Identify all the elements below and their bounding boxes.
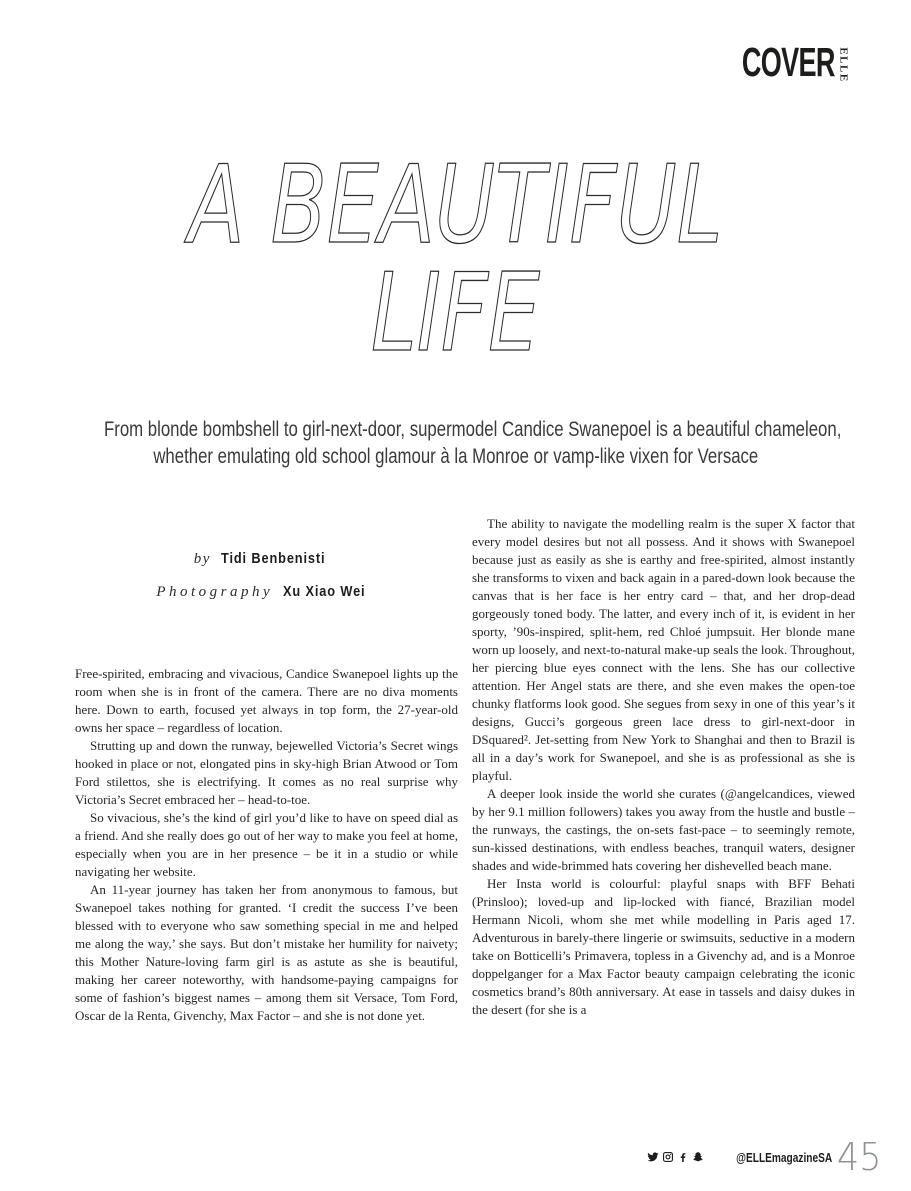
photography-label: Photography: [156, 584, 274, 600]
paragraph: An 11-year journey has taken her from anonymous to famous, but Swanepoel takes nothing for granted. ‘I credit the success I’ve been blessed with to everyone who saw something special in me and helped me along the way,’ she says. But don’t mistake her humility for naivety; this Mother Nature-loving farm girl is as astute as she is beautiful, making her career noteworthy, with handsome-paying campaigns for some of fashion’s biggest names – among them sit Versace, Tom Ford, Oscar de la Renta, Givenchy, Max Factor – and she is not done yet.: [75, 882, 458, 1023]
cover-section-tag: [694, 39, 853, 85]
social-handle: @ELLEmagazineSA: [736, 1149, 833, 1165]
standfirst-line-2: whether emulating old school glamour à la Monroe or vamp-like vixen for Versace: [153, 444, 758, 468]
by-label: by: [193, 551, 211, 567]
article-body: [75, 515, 855, 1025]
elle-brand-logo: ELLE: [837, 47, 850, 83]
page-number: 45: [836, 1135, 882, 1179]
social-icons: [647, 1151, 704, 1163]
paragraph: Free-spirited, embracing and vivacious, Candice Swanepoel lights up the room when she is in front of the camera. There are no diva moments here. Down to earth, focused yet always in top form, the 27-year-old owns her space – regardless of location.: [75, 666, 458, 735]
photographer-name: Xu Xiao Wei: [282, 584, 366, 600]
paragraph: Strutting up and down the runway, bejewelled Victoria’s Secret wings hooked in place or not, elongated pins in sky-high Brian Atwood or Tom Ford stilettos, she is electrifying. It comes as no real surprise why Victoria’s Secret embraced her – head-to-toe.: [75, 738, 458, 807]
paragraph: The ability to navigate the modelling realm is the super X factor that every model desires but not all possess. And it shows with Swanepoel because just as easily as she is earthy and free-spirited, almost instantly she transforms to vixen and back again in a pared-down look because the canvas that is her face is her entry card – that, and her drop-dead gorgeously toned body. The latter, and every inch of it, is evident in her sporty, ’90s-inspired, split-hem, red Chloé jumpsuit. Her blonde mane worn up loosely, and next-to-natural make-up seals the look. Throughout, her piercing blue eyes connect with the lens. She has our collective attention. Her Angel stats are there, and she even makes the open-toe chunky flatforms look good. She segues from sexy in one of this year’s it designs, Gucci’s gorgeous green lace dress to girl-next-door in DSquared². Jet-setting from New York to Shanghai and then to Brazil is all in a day’s work for Swanepoel, and she is as professional as she is playful.: [472, 516, 855, 783]
paragraph: So vivacious, she’s the kind of girl you’d like to have on speed dial as a friend. And she really does go out of her way to make you feel at home, especially when you are in her presence – be it in a studio or while navigating her website.: [75, 810, 458, 879]
headline-line-1: A BEAUTIFUL: [188, 143, 723, 268]
photographer-byline: [75, 584, 458, 601]
paragraph: A deeper look inside the world she curates (@angelcandices, viewed by her 9.1 million followers) takes you away from the hustle and bustle – the runways, the castings, the on-sets fast-pace – to seemingly remote, sun-kissed destinations, with endless beaches, tranquil waters, designer shades and wide-brimmed hats covering her dishevelled beach mane.: [472, 786, 855, 873]
facebook-icon: [677, 1151, 689, 1163]
instagram-icon: [662, 1151, 674, 1163]
author-byline: [75, 551, 458, 568]
right-column: [472, 515, 855, 1025]
paragraph: Her Insta world is colourful: playful snaps with BFF Behati (Prinsloo); loved-up and lip-locked with fiancé, Brazilian model Hermann Nicoli, whom she met while modelling in Paris aged 17. Adventurous in barely-there lingerie or swimsuits, seductive in a modern take on Botticelli’s Primavera, topless in a Givenchy ad, and is a Monroe doppelganger for a Max Factor beauty campaign celebrating the iconic cosmetics brand’s 80th anniversary. At ease in tassels and daisy dukes in the desert (for she is a: [472, 876, 855, 1017]
cover-section-label: COVER: [742, 39, 835, 85]
left-column: [75, 515, 458, 1025]
byline-block: [75, 551, 458, 601]
page-footer: [647, 1135, 885, 1179]
twitter-icon: [647, 1151, 659, 1163]
snapchat-icon: [692, 1151, 704, 1163]
standfirst-line-1: From blonde bombshell to girl-next-door, supermodel Candice Swanepoel is a beautiful chameleon,: [103, 417, 842, 441]
author-name: Tidi Benbenisti: [220, 551, 326, 567]
standfirst: [0, 416, 911, 470]
article-headline: [0, 143, 911, 376]
headline-line-2: LIFE: [370, 251, 541, 376]
